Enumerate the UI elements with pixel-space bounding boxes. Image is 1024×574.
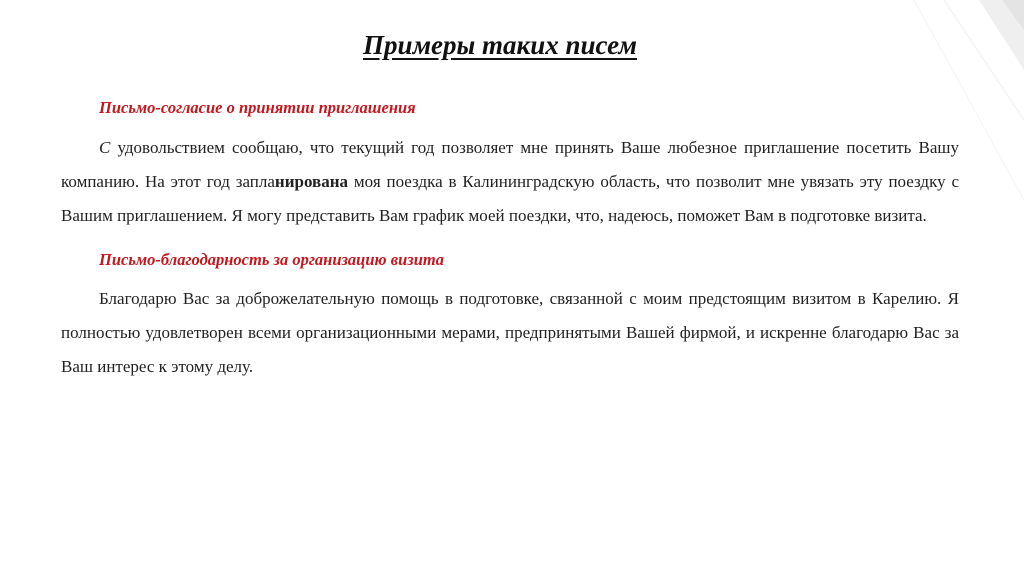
text-bold: нирована — [274, 172, 349, 191]
text-part-2: моя поездка в Калининградскую область, что позволит мне увязать эту поездку с Вашим приглашением. Я могу представить Вам график моей поездки, что, надеюсь, поможет Вам в подготовке визита. — [61, 172, 959, 225]
section-text-gratitude: Благодарю Вас за доброжелательную помощь в подготовке, связанной с моим предстоящим визитом в Карелию. Я полностью удовлетворен всеми организационными мерами, предпринятыми Вашей фирмой, и искренне благодарю Вас за Ваш интерес к этому делу. — [61, 289, 959, 376]
section-text-consent — [61, 131, 959, 233]
text-part-1: удовольствием сообщаю, что текущий год позволяет мне принять Ваше любезное приглашение посетить Вашу компанию. На этот год запла — [61, 138, 959, 191]
section-heading-consent: Письмо-согласие о принятии приглашения — [99, 98, 416, 117]
section-heading-gratitude: Письмо-благодарность за организацию визита — [99, 250, 444, 269]
letter-content — [61, 97, 959, 384]
first-letter: С — [99, 138, 111, 157]
page-title: Примеры таких писем — [363, 30, 637, 60]
